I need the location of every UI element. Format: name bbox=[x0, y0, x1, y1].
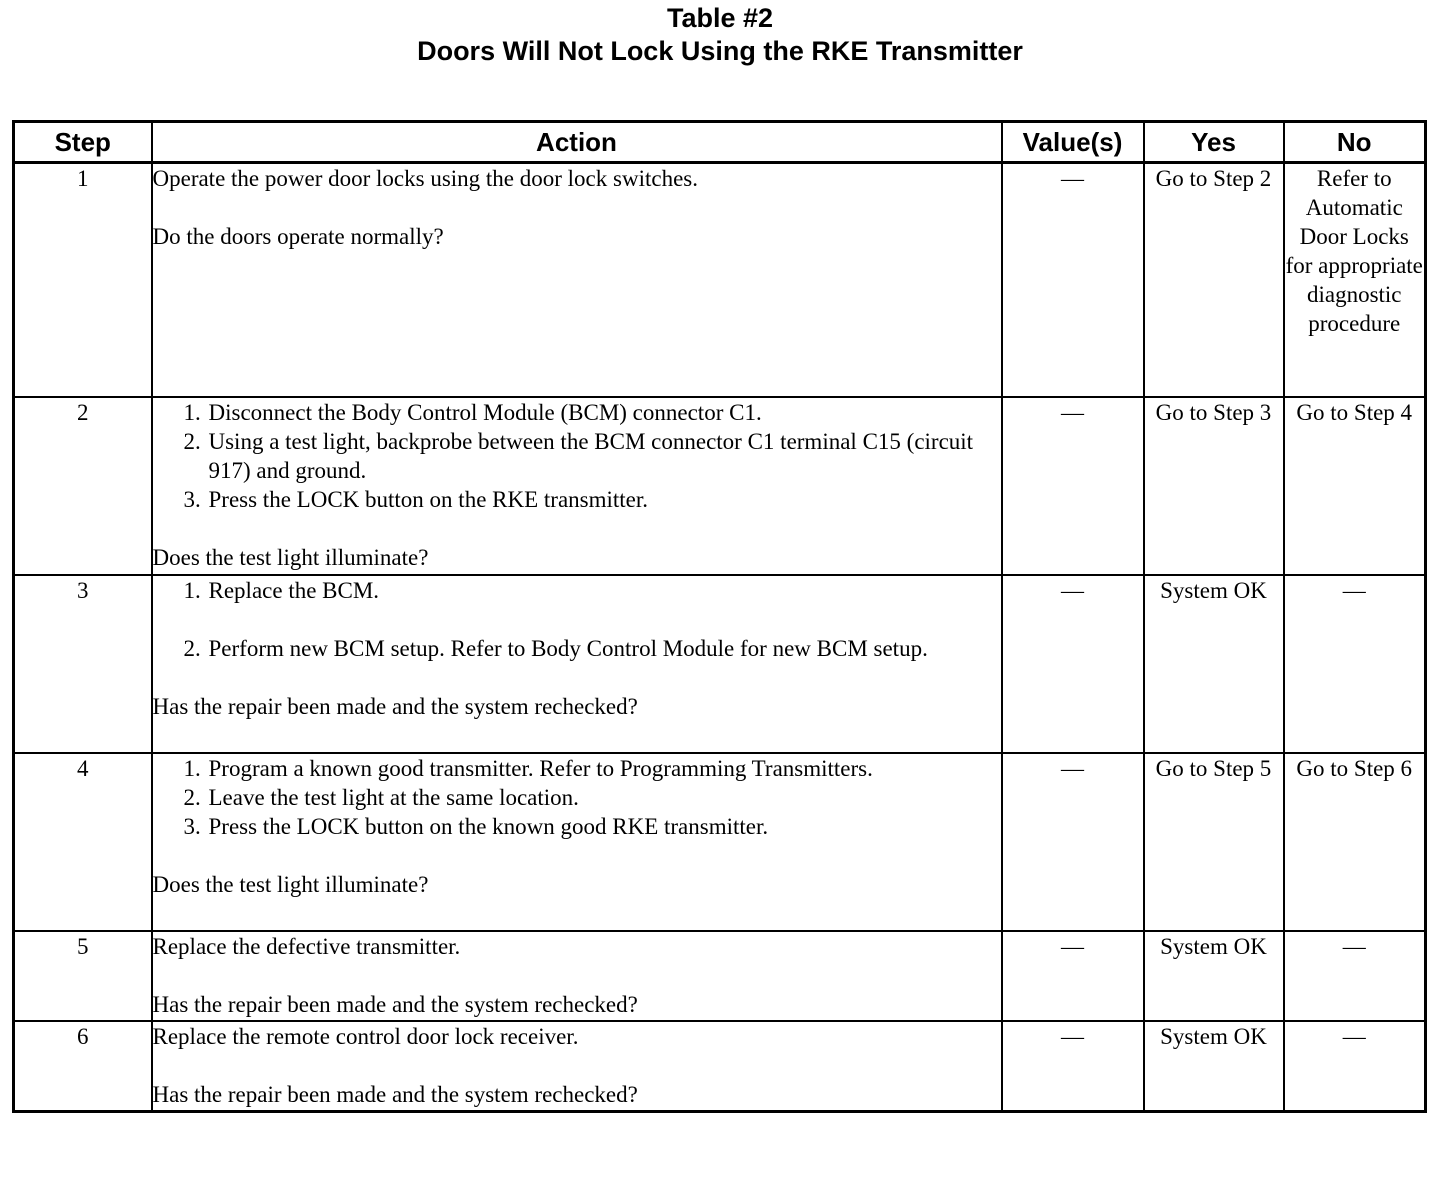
header-no: No bbox=[1284, 122, 1426, 163]
action-step-item: 2. Leave the test light at the same location. bbox=[207, 783, 1001, 812]
action-steps bbox=[153, 576, 1001, 663]
action-steps bbox=[153, 754, 1001, 841]
table-row bbox=[14, 575, 1426, 753]
step-number: 4 bbox=[14, 753, 152, 931]
action-cell bbox=[152, 397, 1002, 575]
no-cell: Refer to Automatic Door Locks for appropriate diagnostic procedure bbox=[1284, 163, 1426, 398]
step-number: 6 bbox=[14, 1021, 152, 1112]
header-step: Step bbox=[14, 122, 152, 163]
header-values: Value(s) bbox=[1002, 122, 1144, 163]
table-row bbox=[14, 1021, 1426, 1112]
step-number: 5 bbox=[14, 931, 152, 1021]
action-question: Do the doors operate normally? bbox=[152, 224, 444, 249]
value-cell: — bbox=[1002, 163, 1144, 398]
step-number: 3 bbox=[14, 575, 152, 753]
action-step-item: 1. Program a known good transmitter. Refer to Programming Transmitters. bbox=[207, 754, 1001, 783]
yes-cell: Go to Step 3 bbox=[1144, 397, 1284, 575]
yes-cell: Go to Step 5 bbox=[1144, 753, 1284, 931]
action-text: Replace the remote control door lock receiver. bbox=[152, 1024, 579, 1049]
action-step-item: 1. Replace the BCM. bbox=[207, 576, 1001, 605]
action-step-item: 1. Disconnect the Body Control Module (BCM) connector C1. bbox=[207, 398, 1001, 427]
value-cell: — bbox=[1002, 753, 1144, 931]
header-yes: Yes bbox=[1144, 122, 1284, 163]
no-cell: — bbox=[1284, 575, 1426, 753]
action-steps bbox=[153, 398, 1001, 514]
action-text: Operate the power door locks using the door lock switches. bbox=[152, 166, 698, 191]
action-step-item: 2. Perform new BCM setup. Refer to Body Control Module for new BCM setup. bbox=[207, 634, 1001, 663]
value-cell: — bbox=[1002, 1021, 1144, 1112]
header-action: Action bbox=[152, 122, 1002, 163]
table-number: Table #2 bbox=[666, 3, 774, 33]
diagnostic-table bbox=[12, 120, 1427, 1113]
action-question: Has the repair been made and the system rechecked? bbox=[152, 694, 638, 719]
table-title bbox=[0, 2, 1440, 68]
action-step-item: 3. Press the LOCK button on the RKE transmitter. bbox=[207, 485, 1001, 514]
header-row bbox=[14, 122, 1426, 163]
action-step-item: 3. Press the LOCK button on the known good RKE transmitter. bbox=[207, 812, 1001, 841]
action-question: Has the repair been made and the system rechecked? bbox=[152, 1082, 638, 1107]
no-cell: — bbox=[1284, 1021, 1426, 1112]
table-heading: Doors Will Not Lock Using the RKE Transmitter bbox=[417, 36, 1023, 66]
yes-cell: Go to Step 2 bbox=[1144, 163, 1284, 398]
action-cell bbox=[152, 163, 1002, 398]
yes-cell: System OK bbox=[1144, 1021, 1284, 1112]
no-cell: Go to Step 6 bbox=[1284, 753, 1426, 931]
action-step-item: 2. Using a test light, backprobe between the BCM connector C1 terminal C15 (circuit 917) and ground. bbox=[207, 427, 1001, 485]
step-number: 1 bbox=[14, 163, 152, 398]
table-row bbox=[14, 163, 1426, 398]
action-text: Replace the defective transmitter. bbox=[152, 934, 461, 959]
action-cell bbox=[152, 753, 1002, 931]
value-cell: — bbox=[1002, 575, 1144, 753]
no-cell: — bbox=[1284, 931, 1426, 1021]
action-cell bbox=[152, 931, 1002, 1021]
value-cell: — bbox=[1002, 931, 1144, 1021]
yes-cell: System OK bbox=[1144, 931, 1284, 1021]
action-question: Does the test light illuminate? bbox=[152, 545, 429, 570]
table-row bbox=[14, 753, 1426, 931]
value-cell: — bbox=[1002, 397, 1144, 575]
action-question: Has the repair been made and the system rechecked? bbox=[152, 992, 638, 1017]
table-row bbox=[14, 397, 1426, 575]
action-question: Does the test light illuminate? bbox=[152, 872, 429, 897]
action-cell bbox=[152, 1021, 1002, 1112]
no-cell: Go to Step 4 bbox=[1284, 397, 1426, 575]
action-cell bbox=[152, 575, 1002, 753]
yes-cell: System OK bbox=[1144, 575, 1284, 753]
table-row bbox=[14, 931, 1426, 1021]
step-number: 2 bbox=[14, 397, 152, 575]
